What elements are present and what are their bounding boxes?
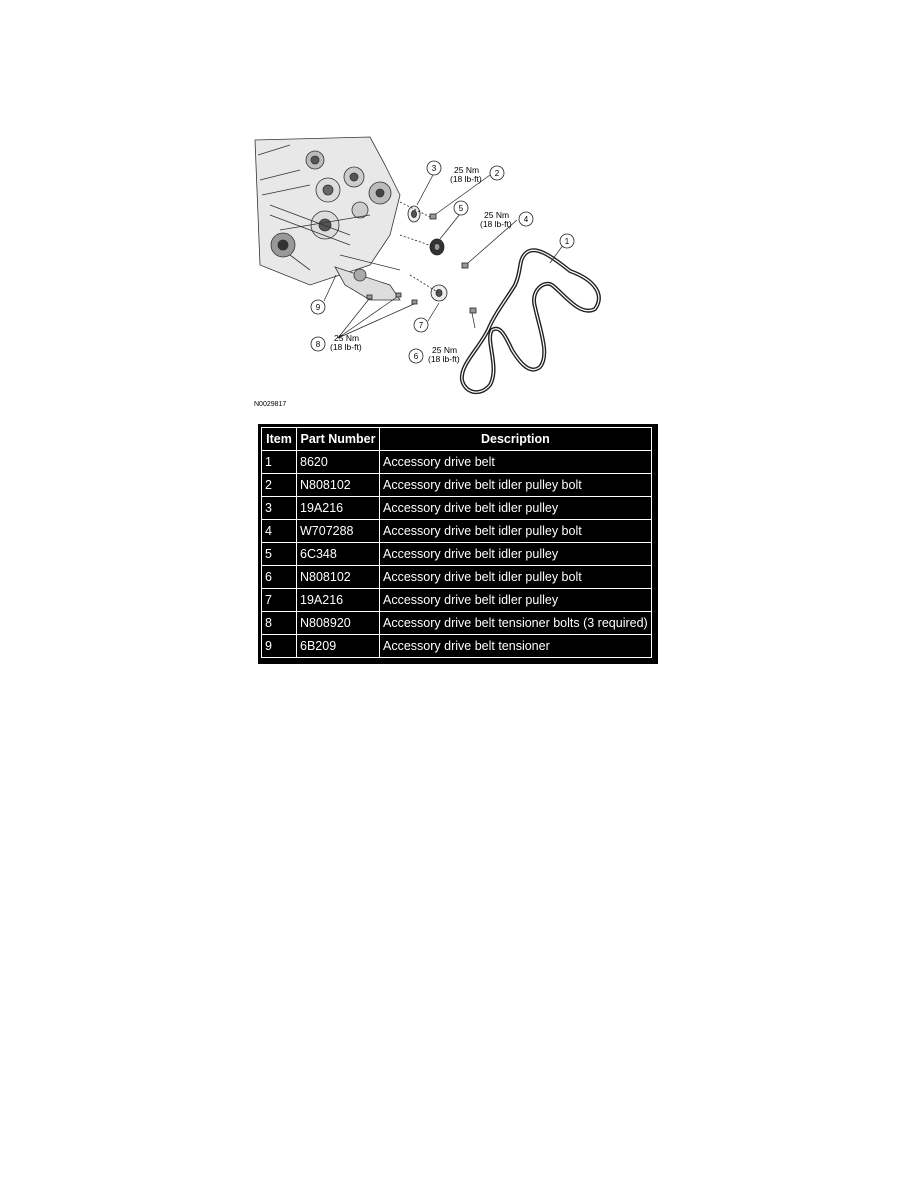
table-row [262, 635, 652, 658]
cell-description: Accessory drive belt idler pulley bolt [380, 566, 652, 589]
callout-8: 8 [315, 340, 321, 349]
header-part-number: Part Number [297, 428, 380, 451]
cell-part-number: N808102 [297, 474, 380, 497]
table-header-row [262, 428, 652, 451]
cell-description: Accessory drive belt tensioner bolts (3 required) [380, 612, 652, 635]
cell-part-number: 6B209 [297, 635, 380, 658]
torque-label-8-lbft: (18 lb-ft) [330, 342, 362, 352]
table-row [262, 474, 652, 497]
cell-item: 5 [262, 543, 297, 566]
callout-1: 1 [564, 237, 570, 246]
callout-3: 3 [431, 164, 437, 173]
callout-4: 4 [523, 215, 529, 224]
callout-9: 9 [315, 303, 321, 312]
torque-label-4-lbft: (18 lb-ft) [480, 219, 512, 229]
callout-2: 2 [494, 169, 500, 178]
torque-label-8-nm: 25 Nm [334, 333, 360, 343]
cell-item: 1 [262, 451, 297, 474]
table-row [262, 497, 652, 520]
parts-table [261, 427, 652, 658]
table-row [262, 566, 652, 589]
cell-description: Accessory drive belt [380, 451, 652, 474]
cell-description: Accessory drive belt tensioner [380, 635, 652, 658]
header-item: Item [262, 428, 297, 451]
cell-item: 9 [262, 635, 297, 658]
cell-description: Accessory drive belt idler pulley bolt [380, 474, 652, 497]
cell-item: 7 [262, 589, 297, 612]
table-row [262, 589, 652, 612]
drive-belt [462, 250, 599, 392]
cell-item: 3 [262, 497, 297, 520]
callout-7: 7 [418, 321, 424, 330]
cell-part-number: W707288 [297, 520, 380, 543]
torque-label-4-nm: 25 Nm [484, 210, 510, 220]
cell-description: Accessory drive belt idler pulley bolt [380, 520, 652, 543]
header-description: Description [380, 428, 652, 451]
cell-part-number: 19A216 [297, 589, 380, 612]
table-row [262, 451, 652, 474]
cell-description: Accessory drive belt idler pulley [380, 589, 652, 612]
cell-part-number: N808102 [297, 566, 380, 589]
cell-description: Accessory drive belt idler pulley [380, 497, 652, 520]
table-row [262, 520, 652, 543]
callout-5: 5 [458, 204, 464, 213]
cell-item: 2 [262, 474, 297, 497]
table-row [262, 543, 652, 566]
engine-illustration [255, 137, 400, 300]
cell-item: 6 [262, 566, 297, 589]
torque-label-6-lbft: (18 lb-ft) [428, 354, 460, 364]
table-row [262, 612, 652, 635]
exploded-view-diagram [250, 135, 670, 410]
cell-part-number: N808920 [297, 612, 380, 635]
figure-code: N0029817 [254, 401, 287, 408]
cell-part-number: 6C348 [297, 543, 380, 566]
cell-part-number: 19A216 [297, 497, 380, 520]
torque-label-2-lbft: (18 lb-ft) [450, 174, 482, 184]
cell-description: Accessory drive belt idler pulley [380, 543, 652, 566]
torque-label-2-nm: 25 Nm [454, 165, 480, 175]
cell-item: 4 [262, 520, 297, 543]
torque-label-6-nm: 25 Nm [432, 345, 458, 355]
cell-part-number: 8620 [297, 451, 380, 474]
callout-6: 6 [413, 352, 419, 361]
cell-item: 8 [262, 612, 297, 635]
